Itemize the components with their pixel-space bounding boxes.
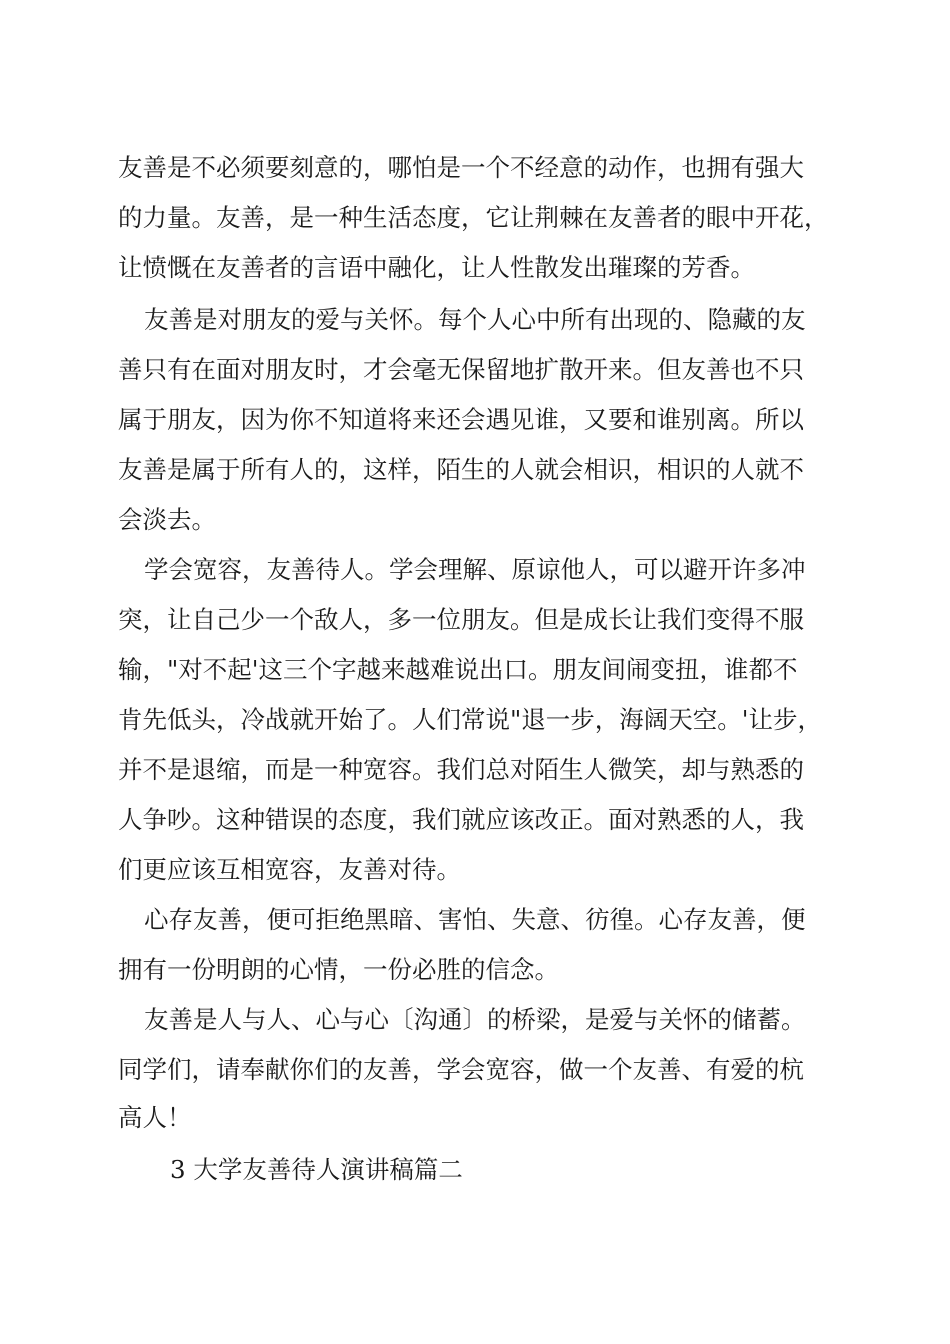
paragraph-3-line-5: 并不是退缩，而是一种宽容。我们总对陌生人微笑，却与熟悉的 [118,755,804,784]
paragraph-2-line-2: 善只有在面对朋友时，才会毫无保留地扩散开来。但友善也不只 [118,355,804,384]
paragraph-2-line-3: 属于朋友，因为你不知道将来还会遇见谁，又要和谁别离。所以 [118,405,804,434]
paragraph-3-line-4: 肯先低头，冷战就开始了。人们常说"退一步，海阔天空。'让步， [118,705,823,734]
paragraph-5-line-1: 友善是人与人、心与心〔沟通〕的桥梁，是爱与关怀的储蓄。 [144,1005,806,1034]
paragraph-4-line-1: 心存友善，便可拒绝黑暗、害怕、失意、彷徨。心存友善，便 [144,905,806,934]
section-heading: 3 大学友善待人演讲稿篇二 [170,1155,463,1184]
paragraph-3-line-3: 输，"对不起'这三个字越来越难说出口。朋友间闹变扭，谁都不 [118,655,798,684]
paragraph-2-line-4: 友善是属于所有人的，这样，陌生的人就会相识，相识的人就不 [118,455,804,484]
paragraph-4-line-2: 拥有一份明朗的心情，一份必胜的信念。 [118,955,559,984]
paragraph-5-line-2: 同学们，请奉献你们的友善，学会宽容，做一个友善、有爱的杭 [118,1055,804,1084]
paragraph-3-line-1: 学会宽容，友善待人。学会理解、原谅他人，可以避开许多冲 [144,555,806,584]
paragraph-1-line-2: 的力量。友善，是一种生活态度，它让荆棘在友善者的眼中开花， [118,203,829,232]
paragraph-5-line-3: 高人！ [118,1103,192,1132]
paragraph-1-line-3: 让愤慨在友善者的言语中融化，让人性散发出璀璨的芳香。 [118,253,755,282]
paragraph-1-line-1: 友善是不必须要刻意的，哪怕是一个不经意的动作，也拥有强大 [118,153,804,182]
paragraph-2-line-1: 友善是对朋友的爱与关怀。每个人心中所有出现的、隐藏的友 [144,305,806,334]
paragraph-3-line-7: 们更应该互相宽容，友善对待。 [118,855,461,884]
paragraph-2-line-5: 会淡去。 [118,505,216,534]
paragraph-3-line-6: 人争吵。这种错误的态度，我们就应该改正。面对熟悉的人，我 [118,805,804,834]
paragraph-3-line-2: 突，让自己少一个敌人，多一位朋友。但是成长让我们变得不服 [118,605,804,634]
